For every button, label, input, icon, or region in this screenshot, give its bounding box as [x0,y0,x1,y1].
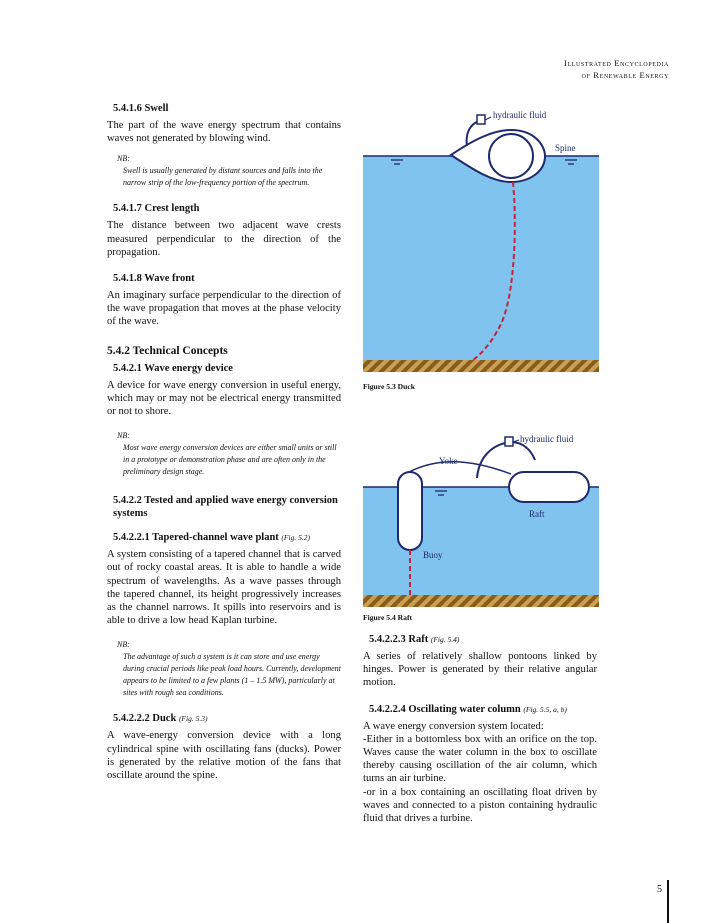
raft-seabed [363,595,599,607]
device-note-text: Most wave energy conversion devices are either small units or still in a prototype or demonstration phase and are often only in the preliminary design stage. [123,443,337,477]
raft-label-buoy: Buoy [423,550,443,560]
section-wavefront-title: 5.4.1.8 Wave front [113,273,195,285]
owc-figure-ref: (Fig. 5.5, a, b) [523,704,567,714]
duck-label-spine: Spine [555,143,576,153]
raft-label-hydraulic-fluid: hydraulic fluid [520,434,574,444]
section-tested-title: 5.4.2.2 Tested and applied wave energy conversion systems [113,495,338,520]
section-tapered-body: A system consisting of a tapered channel that is carved out of rocky coastal areas. It is able to handle a wide spectrum of wavelengths. As a wave passes through the tapered channel, its height progressively increases as the channel narrows. It spills into reservoirs and is able to drive a low head Kaplan turbine. [107,549,341,627]
section-crest-title: 5.4.1.7 Crest length [113,203,200,215]
section-device-title: 5.4.2.1 Wave energy device [113,362,233,374]
duck-water [363,156,599,361]
section-raft-body: A series of relatively shallow pontoons linked by hinges. Power is generated by their relative angular motion. [363,651,597,689]
section-device-body: A device for wave energy conversion in useful energy, which may or may not be electrical energy transmitted or not to shore. [107,379,341,418]
raft-hydraulic-connector [505,437,513,446]
figure-raft-caption: Figure 5.4 Raft [363,613,412,622]
section-tapered-title [113,532,341,543]
raft-yoke-arm [409,462,511,474]
swell-note-label: NB: [117,154,130,164]
duck-figure-ref: (Fig. 5.3) [178,714,208,724]
left-column [107,103,341,782]
running-header [564,57,669,81]
duck-fluid-leader [485,117,491,120]
tapered-note [117,639,341,699]
duck-hydraulic-connector [477,115,485,124]
raft-label-raft: Raft [529,509,545,519]
right-column-text [363,634,597,825]
duck-title-text: 5.4.2.2.2 Duck [113,713,177,725]
section-swell-title: 5.4.1.6 Swell [113,103,169,114]
figure-duck-caption: Figure 5.3 Duck [363,382,415,391]
section-raft-title [369,634,597,645]
section-duck-body: A wave-energy conversion device with a long cylindrical spine with oscillating fans (ducks). Power is generated by the relative motion of the fans that oscillate around the spine. [107,730,341,782]
device-note [117,430,341,478]
figure-raft [363,430,599,612]
swell-note-text: Swell is usually generated by distant sources and falls into the narrow strip of the low-frequency portion of the spectrum. [123,166,323,188]
tapered-title-text: 5.4.2.2.1 Tapered-channel wave plant [113,532,279,544]
page-number: 5 [657,884,662,895]
raft-figure-ref: (Fig. 5.4) [430,635,460,644]
section-owc-title [369,704,597,715]
tapered-note-label: NB: [117,640,130,650]
raft-pontoon [509,472,589,502]
owc-title-text: 5.4.2.2.4 Oscillating water column [369,703,521,715]
device-note-label: NB: [117,431,130,441]
swell-note [117,153,341,189]
section-duck-title [113,713,341,724]
tapered-note-text: The advantage of such a system is it can store and use energy during crucial periods like peak load hours. Currently, development appears to be limited to a few plants (1 – 1.5 MW), particularly at sites with rough sea conditions. [123,652,341,698]
raft-buoy [398,472,422,550]
section-owc-body-1: A wave energy conversion system located: [363,720,544,732]
tapered-figure-ref: (Fig. 5.2) [281,533,310,543]
section-technical-title: 5.4.2 Technical Concepts [107,344,228,357]
page-number-rule [667,880,669,923]
duck-label-hydraulic-fluid: hydraulic fluid [493,110,547,120]
duck-seabed [363,360,599,372]
section-swell-body: The part of the wave energy spectrum that contains waves not generated by blowing wind. [107,120,341,145]
section-owc-body-3: -or in a box containing an oscillating float driven by waves and connected to a piston containing hydraulic fluid that drives a turbine. [363,786,597,825]
raft-title-text: 5.4.2.2.3 Raft [369,634,429,645]
section-crest-body: The distance between two adjacent wave crests measured perpendicular to the direction of the propagation. [107,220,341,258]
header-line-1: Illustrated Encyclopedia [564,58,669,68]
figure-duck [363,104,599,374]
section-wavefront-body: An imaginary surface perpendicular to the direction of the wave propagation that moves at the phase velocity of the wave. [107,290,341,328]
header-line-2: of Renewable Energy [581,70,669,80]
section-owc-body-2: -Either in a bottomless box with an orifice on the top. Waves cause the water column in the box to oscillate thereby causing oscillation of the air column, which turns an air turbine. [363,733,597,785]
raft-label-yoke: Yoke [439,456,458,466]
duck-spine [489,134,533,178]
